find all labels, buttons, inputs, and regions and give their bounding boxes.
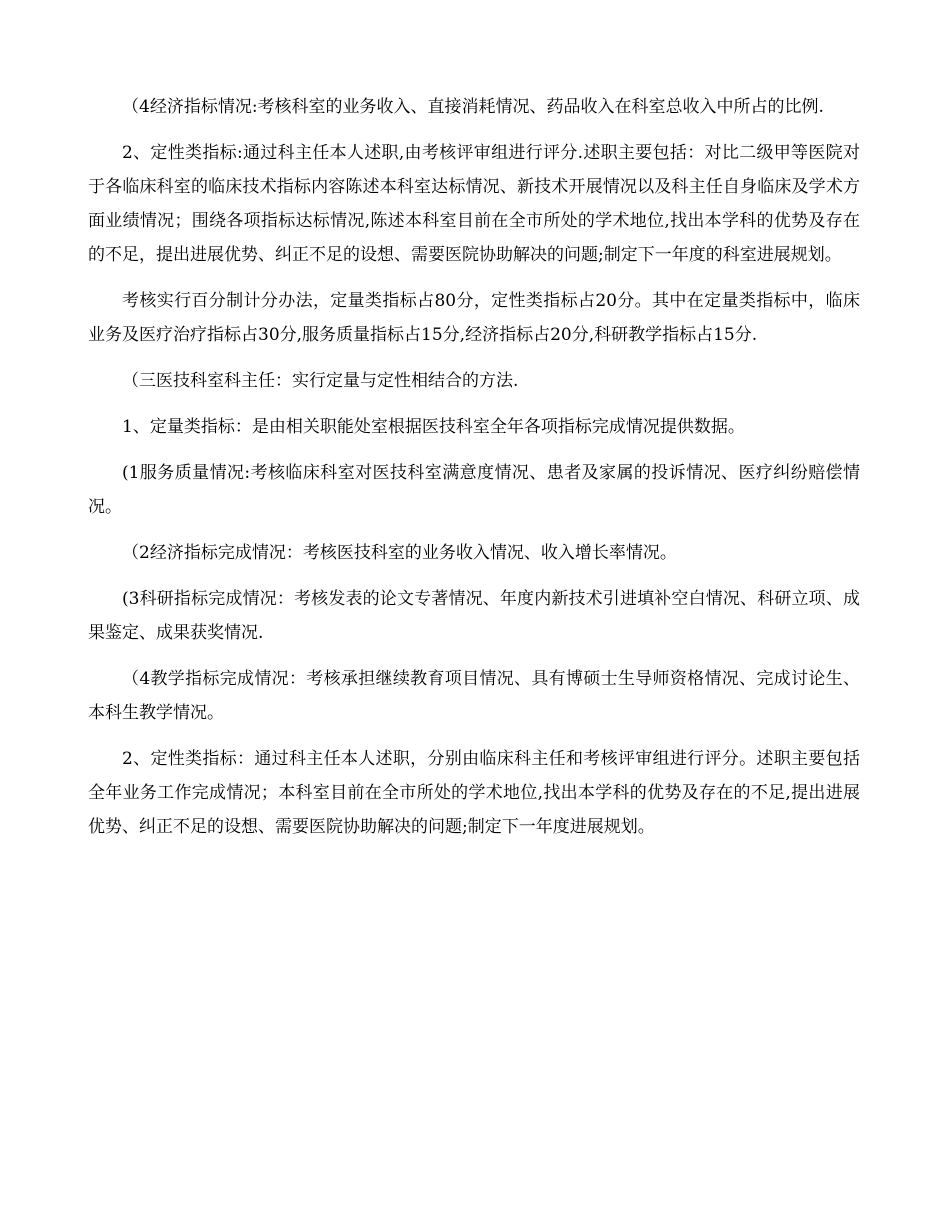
document-body: [88, 90, 860, 856]
paragraph-medical-tech-director: （三医技科室科主任：实行定量与定性相结合的方法.: [122, 371, 519, 391]
paragraph-research-completion: (3科研指标完成情况：考核发表的论文专著情况、年度内新技术引进填补空白情况、科研立项、成果鉴定、成果获奖情况.: [88, 589, 860, 643]
paragraph-economic-completion: （2经济指标完成情况：考核医技科室的业务收入情况、收入增长率情况。: [122, 543, 677, 563]
paragraph-scoring-method: 考核实行百分制计分办法，定量类指标占80分，定性类指标占20分。其中在定量类指标中，临床业务及医疗治疗指标占30分,服务质量指标占15分,经济指标占20分,科研教学指标占15分.: [88, 291, 860, 345]
paragraph-quantitative-indicators: 1、定量类指标：是由相关职能处室根据医技科室全年各项指标完成情况提供数据。: [122, 417, 745, 437]
paragraph-qualitative-indicators-clinical: 2、定性类指标:通过科主任本人述职,由考核评审组进行评分.述职主要包括：对比二级甲等医院对于各临床科室的临床技术指标内容陈述本科室达标情况、新技术开展情况以及科主任自身临床及学术方面业绩情况；围绕各项指标达标情况,陈述本科室目前在全市所处的学术地位,找出本学科的优势及存在的不足，提出进展优势、纠正不足的设想、需要医院协助解决的问题;制定下一年度的科室进展规划。: [88, 143, 860, 265]
paragraph-service-quality: (1服务质量情况:考核临床科室对医技科室满意度情况、患者及家属的投诉情况、医疗纠纷赔偿情况。: [88, 463, 860, 517]
paragraph-teaching-completion: （4教学指标完成情况：考核承担继续教育项目情况、具有博硕士生导师资格情况、完成讨论生、本科生教学情况。: [88, 669, 860, 723]
paragraph-economic-indicators: （4经济指标情况:考核科室的业务收入、直接消耗情况、药品收入在科室总收入中所占的比例.: [122, 97, 824, 117]
paragraph-qualitative-indicators-medtech: 2、定性类指标：通过科主任本人述职，分别由临床科主任和考核评审组进行评分。述职主要包括全年业务工作完成情况；本科室目前在全市所处的学术地位,找出本学科的优势及存在的不足,提出进展优势、纠正不足的设想、需要医院协助解决的问题;制定下一年度进展规划。: [88, 749, 860, 837]
